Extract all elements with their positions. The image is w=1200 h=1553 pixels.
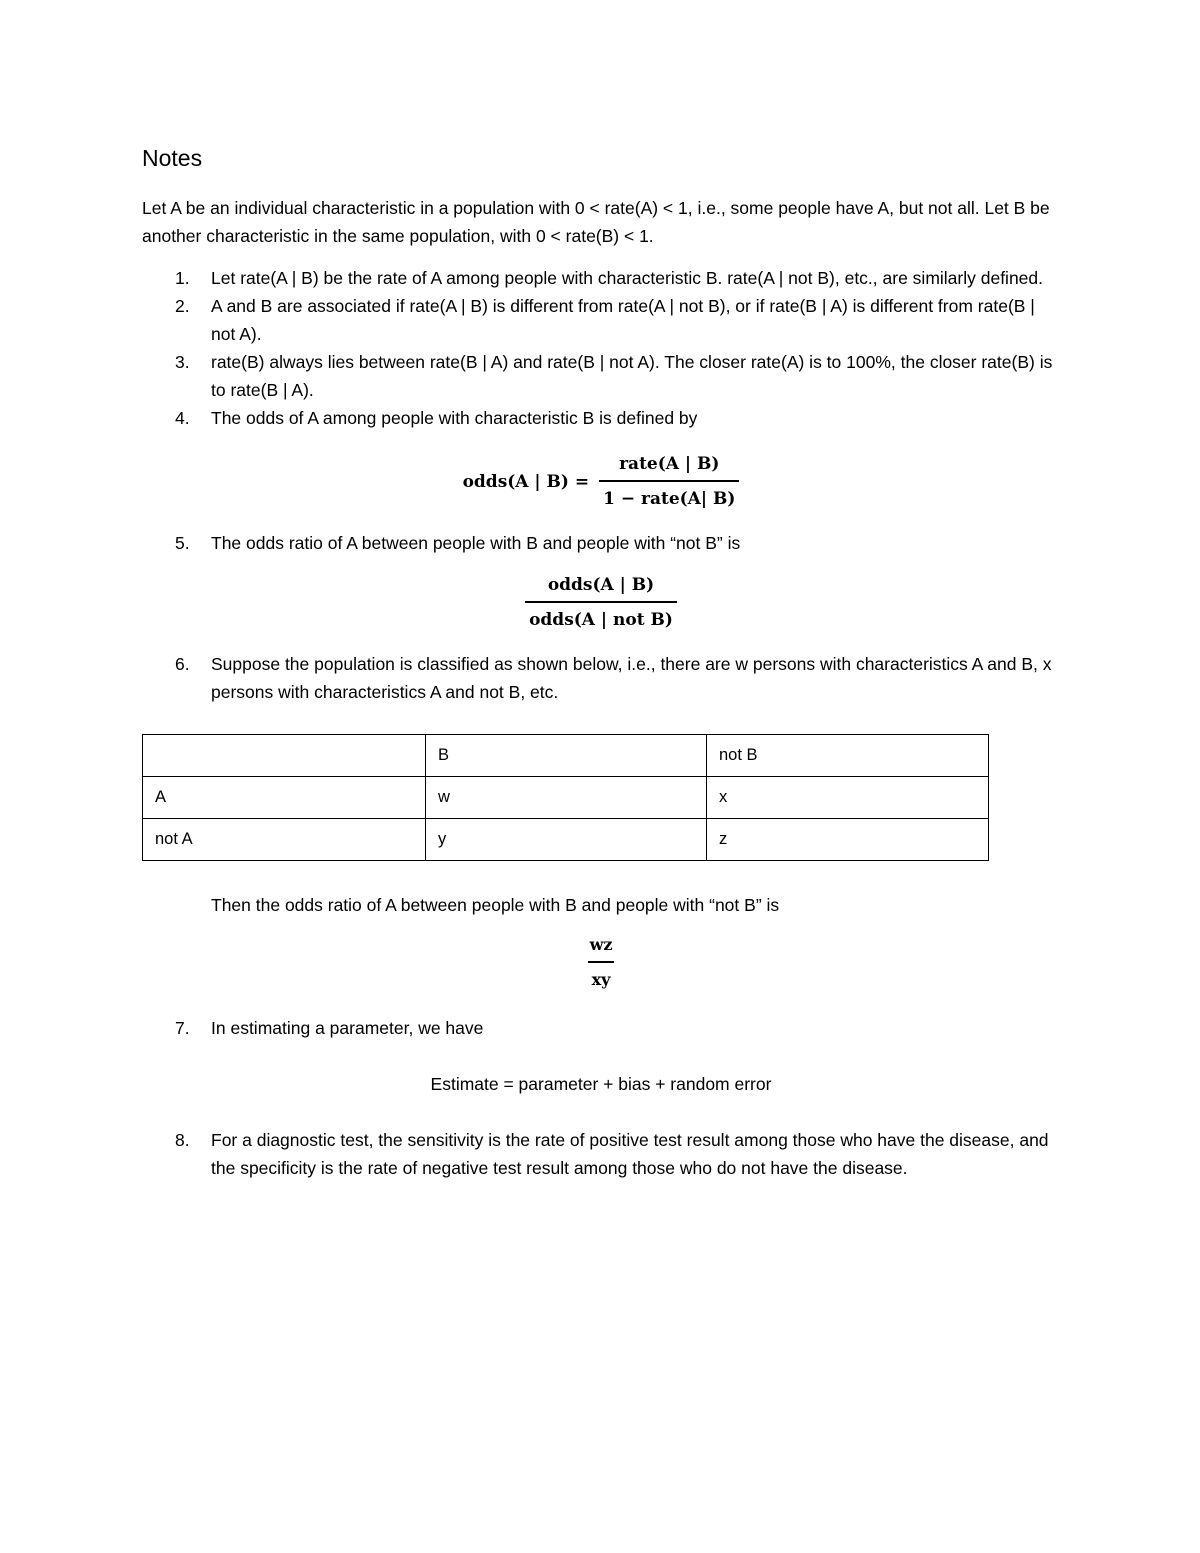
list-number: 7. <box>175 1018 190 1038</box>
list-text: The odds of A among people with characteristic B is defined by <box>211 408 698 428</box>
list-text: The odds ratio of A between people with B and people with “not B” is <box>211 533 741 553</box>
list-number: 3. <box>175 352 190 372</box>
table-cell: w <box>426 777 707 819</box>
odds-numerator: rate(A | B) <box>619 454 720 474</box>
odds-ratio-fraction <box>525 571 677 634</box>
estimate-equation: Estimate = parameter + bias + random error <box>430 1074 772 1094</box>
table-cell: z <box>707 819 989 861</box>
list-number: 8. <box>175 1130 190 1150</box>
table-cell <box>143 735 426 777</box>
list-text: A and B are associated if rate(A | B) is different from rate(A | not B), or if rate(B | A) is different from rate(B | not A). <box>211 296 1035 344</box>
list-item <box>142 264 1060 292</box>
intro-paragraph: Let A be an individual characteristic in a population with 0 < rate(A) < 1, i.e., some people have A, but not all. Let B be another characteristic in the same population, with 0 < rate(B) < 1. <box>142 198 1050 246</box>
list-text: rate(B) always lies between rate(B | A) and rate(B | not A). The closer rate(A) is to 100%, the closer rate(B) is to rate(B | A). <box>211 352 1053 400</box>
document-page <box>142 140 1060 1182</box>
list-text: Let rate(A | B) be the rate of A among people with characteristic B. rate(A | not B), etc., are similarly defined. <box>211 268 1044 288</box>
odds-equation <box>142 450 1060 513</box>
table-cell: x <box>707 777 989 819</box>
list-item <box>142 1126 1060 1182</box>
list-text: Suppose the population is classified as shown below, i.e., there are w persons with characteristics A and B, x persons with characteristics A and not B, etc. <box>211 654 1052 702</box>
table-row <box>143 777 989 819</box>
list-item <box>142 292 1060 348</box>
list-number: 1. <box>175 268 190 288</box>
odds-ratio-equation <box>142 571 1060 634</box>
table-row <box>143 735 989 777</box>
wz-xy-fraction <box>586 931 617 994</box>
odds-denominator: 1 − rate(A| B) <box>599 480 739 513</box>
table-cell: not A <box>143 819 426 861</box>
list-item <box>142 348 1060 404</box>
list-number: 4. <box>175 408 190 428</box>
table-cell: B <box>426 735 707 777</box>
contingency-table <box>142 734 989 861</box>
odds-fraction <box>599 450 739 513</box>
table-row <box>143 819 989 861</box>
list-text: In estimating a parameter, we have <box>211 1018 484 1038</box>
wz-xy-equation <box>142 931 1060 994</box>
table-wrapper <box>142 734 1060 861</box>
odds-ratio-denominator: odds(A | not B) <box>525 601 677 634</box>
table-cell: not B <box>707 735 989 777</box>
list-item <box>142 650 1060 994</box>
list-item <box>142 529 1060 634</box>
list-item <box>142 1014 1060 1098</box>
list-number: 2. <box>175 296 190 316</box>
table-cell: A <box>143 777 426 819</box>
xy-denominator: xy <box>588 961 615 994</box>
odds-ratio-numerator: odds(A | B) <box>547 575 655 595</box>
list-item <box>142 404 1060 513</box>
list-text: For a diagnostic test, the sensitivity is the rate of positive test result among those who have the disease, and the specificity is the rate of negative test result among those who do not have the disease. <box>211 1130 1049 1178</box>
odds-lhs: odds(A | B) = <box>462 471 590 492</box>
then-text: Then the odds ratio of A between people with B and people with “not B” is <box>211 895 780 915</box>
list-number: 5. <box>175 533 190 553</box>
page-title: Notes <box>142 145 203 171</box>
list-number: 6. <box>175 654 190 674</box>
notes-list <box>142 264 1060 1182</box>
table-cell: y <box>426 819 707 861</box>
wz-numerator: wz <box>589 935 613 954</box>
